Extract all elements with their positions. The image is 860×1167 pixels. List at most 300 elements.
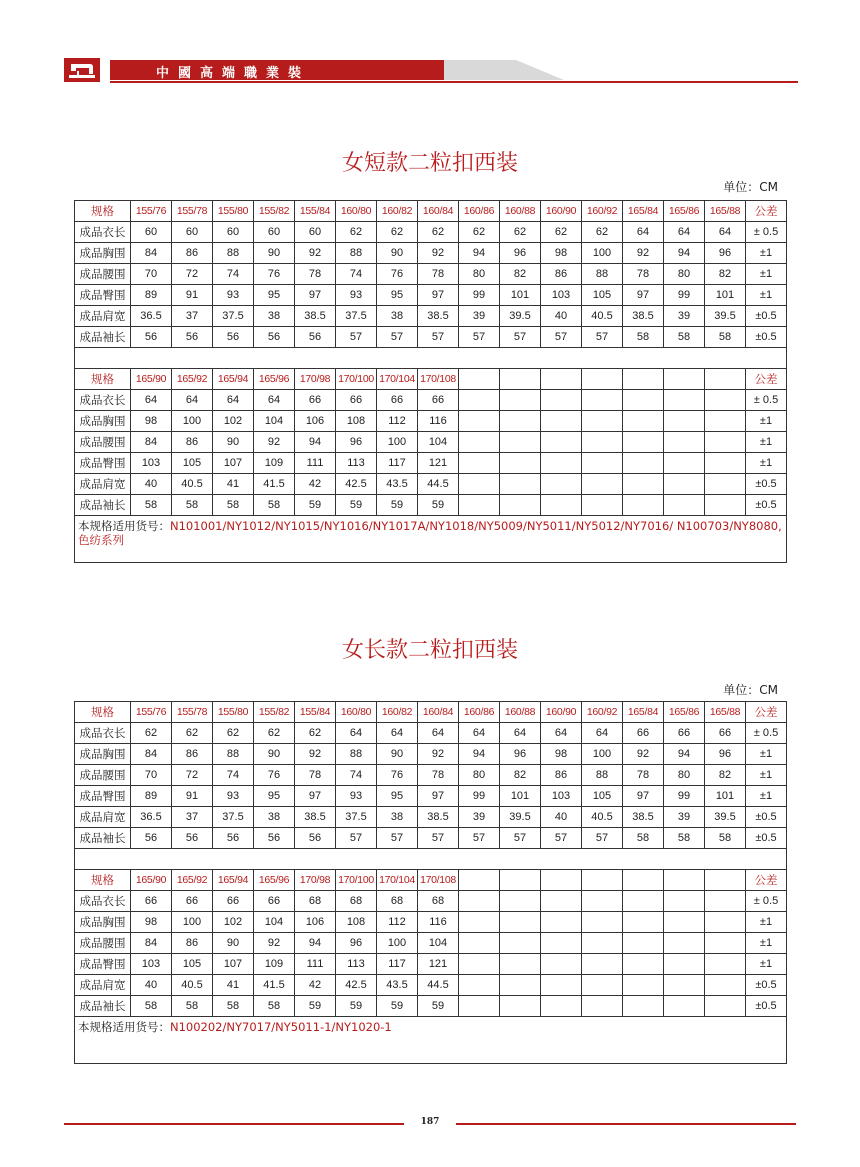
measure-value: 92 bbox=[295, 243, 336, 264]
measure-value: 74 bbox=[336, 765, 377, 786]
measure-value: 86 bbox=[541, 264, 582, 285]
measure-value: 64 bbox=[418, 723, 459, 744]
measure-value: 64 bbox=[623, 222, 664, 243]
measure-value: 97 bbox=[418, 285, 459, 306]
measure-value: 76 bbox=[377, 765, 418, 786]
measure-value: 38.5 bbox=[623, 807, 664, 828]
measure-value bbox=[500, 495, 541, 516]
measure-value: 94 bbox=[664, 243, 705, 264]
measure-value: 93 bbox=[336, 786, 377, 807]
tolerance-value: ±1 bbox=[746, 285, 787, 306]
measure-value: 41.5 bbox=[254, 975, 295, 996]
measure-value: 58 bbox=[254, 996, 295, 1017]
measure-value: 80 bbox=[459, 765, 500, 786]
measure-value: 93 bbox=[213, 786, 254, 807]
measure-value: 57 bbox=[336, 828, 377, 849]
measure-value bbox=[541, 495, 582, 516]
size-header-cell bbox=[623, 369, 664, 390]
measure-value: 56 bbox=[254, 828, 295, 849]
measure-value bbox=[500, 933, 541, 954]
table-row bbox=[75, 453, 787, 474]
measure-value: 40.5 bbox=[582, 306, 623, 327]
measure-value: 88 bbox=[582, 765, 623, 786]
measure-value: 78 bbox=[418, 264, 459, 285]
measure-value: 42 bbox=[295, 474, 336, 495]
measure-value: 39 bbox=[664, 306, 705, 327]
measure-value: 95 bbox=[377, 786, 418, 807]
measure-value: 92 bbox=[254, 432, 295, 453]
size-header-cell bbox=[459, 870, 500, 891]
measure-value: 111 bbox=[295, 954, 336, 975]
measure-value: 56 bbox=[295, 828, 336, 849]
size-header-cell: 155/82 bbox=[254, 201, 295, 222]
measure-value: 76 bbox=[254, 264, 295, 285]
brand-logo bbox=[64, 58, 100, 82]
measure-value bbox=[582, 495, 623, 516]
measure-value bbox=[623, 390, 664, 411]
measure-value: 103 bbox=[131, 954, 172, 975]
measure-value bbox=[500, 411, 541, 432]
measure-label: 成品衣长 bbox=[75, 390, 131, 411]
measure-value: 84 bbox=[131, 744, 172, 765]
measure-value: 72 bbox=[172, 765, 213, 786]
spacer-cell bbox=[75, 348, 787, 369]
measure-value bbox=[705, 453, 746, 474]
measure-label: 成品衣长 bbox=[75, 891, 131, 912]
size-header-cell: 155/84 bbox=[295, 201, 336, 222]
measure-value: 90 bbox=[254, 243, 295, 264]
table-row bbox=[75, 807, 787, 828]
size-header-cell: 165/86 bbox=[664, 702, 705, 723]
measure-value: 41.5 bbox=[254, 474, 295, 495]
measure-label: 成品胸围 bbox=[75, 912, 131, 933]
measure-value: 56 bbox=[213, 828, 254, 849]
measure-value bbox=[664, 495, 705, 516]
measure-value: 39.5 bbox=[705, 306, 746, 327]
measure-value: 92 bbox=[295, 744, 336, 765]
measure-value: 101 bbox=[705, 285, 746, 306]
measure-value: 37.5 bbox=[336, 306, 377, 327]
measure-value: 95 bbox=[377, 285, 418, 306]
tolerance-value: ±1 bbox=[746, 453, 787, 474]
measure-value: 99 bbox=[459, 786, 500, 807]
table-row bbox=[75, 786, 787, 807]
measure-value: 89 bbox=[131, 285, 172, 306]
table-row bbox=[75, 912, 787, 933]
size-header-cell: 160/90 bbox=[541, 201, 582, 222]
measure-value: 37 bbox=[172, 306, 213, 327]
measure-value bbox=[500, 954, 541, 975]
measure-value: 62 bbox=[418, 222, 459, 243]
measure-value: 66 bbox=[131, 891, 172, 912]
measure-value: 66 bbox=[377, 390, 418, 411]
measure-value bbox=[582, 390, 623, 411]
measure-value bbox=[623, 474, 664, 495]
measure-value: 57 bbox=[541, 327, 582, 348]
table-row bbox=[75, 891, 787, 912]
measure-value: 57 bbox=[459, 327, 500, 348]
measure-value: 62 bbox=[213, 723, 254, 744]
measure-value: 102 bbox=[213, 411, 254, 432]
header-band-accent bbox=[444, 60, 564, 80]
table-row bbox=[75, 954, 787, 975]
spec-header-label: 规格 bbox=[75, 369, 131, 390]
size-header-cell: 155/76 bbox=[131, 201, 172, 222]
measure-label: 成品腰围 bbox=[75, 765, 131, 786]
measure-value: 92 bbox=[623, 744, 664, 765]
measure-label: 成品臀围 bbox=[75, 285, 131, 306]
measure-value: 59 bbox=[377, 996, 418, 1017]
measure-value: 90 bbox=[213, 432, 254, 453]
measure-value bbox=[500, 975, 541, 996]
measure-value: 96 bbox=[336, 432, 377, 453]
size-header-cell: 160/82 bbox=[377, 702, 418, 723]
measure-value: 106 bbox=[295, 411, 336, 432]
note-prefix: 本规格适用货号： bbox=[78, 1022, 170, 1034]
measure-value: 60 bbox=[172, 222, 213, 243]
measure-value: 64 bbox=[541, 723, 582, 744]
measure-label: 成品肩宽 bbox=[75, 474, 131, 495]
measure-value: 80 bbox=[459, 264, 500, 285]
measure-value bbox=[664, 411, 705, 432]
item-codes: N100202/NY7017/NY5011-1/NY1020-1 bbox=[170, 1020, 392, 1034]
measure-value: 88 bbox=[336, 744, 377, 765]
measure-value: 68 bbox=[377, 891, 418, 912]
size-header-cell bbox=[705, 870, 746, 891]
measure-value bbox=[582, 912, 623, 933]
measure-value: 39.5 bbox=[500, 306, 541, 327]
measure-value: 56 bbox=[172, 327, 213, 348]
page-header bbox=[64, 58, 798, 82]
tolerance-header: 公差 bbox=[746, 702, 787, 723]
table-row bbox=[75, 474, 787, 495]
tolerance-value: ±0.5 bbox=[746, 996, 787, 1017]
measure-value: 78 bbox=[295, 765, 336, 786]
measure-value bbox=[541, 996, 582, 1017]
tolerance-value: ± 0.5 bbox=[746, 390, 787, 411]
measure-value: 57 bbox=[582, 327, 623, 348]
measure-value: 86 bbox=[172, 243, 213, 264]
measure-value: 39.5 bbox=[705, 807, 746, 828]
measure-value: 62 bbox=[582, 222, 623, 243]
measure-value: 82 bbox=[500, 765, 541, 786]
measure-value: 38.5 bbox=[623, 306, 664, 327]
measure-value: 39 bbox=[664, 807, 705, 828]
measure-value: 38 bbox=[254, 306, 295, 327]
measure-value bbox=[500, 453, 541, 474]
measure-value: 38.5 bbox=[418, 306, 459, 327]
tolerance-header: 公差 bbox=[746, 870, 787, 891]
size-header-cell bbox=[500, 369, 541, 390]
measure-value: 64 bbox=[172, 390, 213, 411]
measure-value bbox=[459, 975, 500, 996]
measure-value: 40 bbox=[541, 306, 582, 327]
measure-value: 96 bbox=[705, 744, 746, 765]
measure-value bbox=[500, 891, 541, 912]
size-header-cell: 155/78 bbox=[172, 201, 213, 222]
measure-value: 42 bbox=[295, 975, 336, 996]
measure-value: 68 bbox=[295, 891, 336, 912]
measure-label: 成品胸围 bbox=[75, 411, 131, 432]
measure-value: 74 bbox=[336, 264, 377, 285]
measure-value: 58 bbox=[213, 495, 254, 516]
measure-value bbox=[664, 432, 705, 453]
size-header-cell: 165/92 bbox=[172, 870, 213, 891]
size-header-cell: 160/84 bbox=[418, 201, 459, 222]
measure-label: 成品衣长 bbox=[75, 222, 131, 243]
measure-label: 成品袖长 bbox=[75, 327, 131, 348]
measure-value: 64 bbox=[582, 723, 623, 744]
measure-value: 58 bbox=[131, 495, 172, 516]
measure-value: 58 bbox=[664, 327, 705, 348]
tolerance-value: ±1 bbox=[746, 933, 787, 954]
measure-value: 116 bbox=[418, 411, 459, 432]
measure-value: 59 bbox=[418, 495, 459, 516]
measure-value: 37.5 bbox=[336, 807, 377, 828]
measure-value: 62 bbox=[295, 723, 336, 744]
page-number: 187 bbox=[420, 1117, 440, 1127]
measure-value: 91 bbox=[172, 285, 213, 306]
measure-value: 64 bbox=[500, 723, 541, 744]
measure-value: 62 bbox=[541, 222, 582, 243]
measure-label: 成品腰围 bbox=[75, 432, 131, 453]
measure-value: 92 bbox=[623, 243, 664, 264]
size-header-cell: 155/84 bbox=[295, 702, 336, 723]
tolerance-value: ±1 bbox=[746, 954, 787, 975]
measure-value: 38.5 bbox=[295, 807, 336, 828]
measure-value: 40.5 bbox=[172, 975, 213, 996]
measure-value: 64 bbox=[131, 390, 172, 411]
measure-value bbox=[664, 954, 705, 975]
measure-value bbox=[500, 432, 541, 453]
spec-header-label: 规格 bbox=[75, 201, 131, 222]
spacer-cell bbox=[75, 849, 787, 870]
measure-value bbox=[500, 390, 541, 411]
size-header-cell: 165/84 bbox=[623, 201, 664, 222]
measure-value: 108 bbox=[336, 912, 377, 933]
size-header-cell: 165/84 bbox=[623, 702, 664, 723]
measure-value: 62 bbox=[336, 222, 377, 243]
tolerance-value: ±0.5 bbox=[746, 306, 787, 327]
measure-value: 94 bbox=[459, 744, 500, 765]
table-row bbox=[75, 432, 787, 453]
measure-value: 62 bbox=[459, 222, 500, 243]
measure-value bbox=[582, 432, 623, 453]
table-row bbox=[75, 933, 787, 954]
measure-value: 56 bbox=[254, 327, 295, 348]
measure-value: 39 bbox=[459, 306, 500, 327]
measure-value: 116 bbox=[418, 912, 459, 933]
tolerance-value: ±1 bbox=[746, 765, 787, 786]
size-header-cell: 165/92 bbox=[172, 369, 213, 390]
measure-value: 58 bbox=[172, 495, 213, 516]
measure-value bbox=[459, 912, 500, 933]
measure-value bbox=[664, 912, 705, 933]
measure-value bbox=[459, 933, 500, 954]
measure-value bbox=[623, 891, 664, 912]
measure-value bbox=[705, 474, 746, 495]
measure-value: 42.5 bbox=[336, 975, 377, 996]
measure-value bbox=[582, 954, 623, 975]
measure-value: 93 bbox=[336, 285, 377, 306]
measure-value: 78 bbox=[295, 264, 336, 285]
measure-value: 97 bbox=[418, 786, 459, 807]
tolerance-header: 公差 bbox=[746, 369, 787, 390]
measure-value bbox=[705, 975, 746, 996]
measure-label: 成品肩宽 bbox=[75, 807, 131, 828]
size-header-cell: 155/76 bbox=[131, 702, 172, 723]
measure-value: 101 bbox=[705, 786, 746, 807]
tolerance-value: ±0.5 bbox=[746, 327, 787, 348]
measure-value: 60 bbox=[254, 222, 295, 243]
footer-rule-right bbox=[456, 1123, 796, 1125]
measure-value: 88 bbox=[213, 243, 254, 264]
table-row bbox=[75, 723, 787, 744]
measure-value: 64 bbox=[377, 723, 418, 744]
measure-value: 101 bbox=[500, 285, 541, 306]
measure-value: 68 bbox=[336, 891, 377, 912]
size-header-cell: 170/108 bbox=[418, 369, 459, 390]
measure-value: 90 bbox=[377, 243, 418, 264]
header-title: 中國高端職業裝 bbox=[156, 66, 311, 81]
measure-value: 100 bbox=[582, 744, 623, 765]
section-title: 女短款二粒扣西装 bbox=[341, 151, 518, 176]
size-header-cell: 165/94 bbox=[213, 870, 254, 891]
size-header-cell: 165/94 bbox=[213, 369, 254, 390]
measure-value: 57 bbox=[582, 828, 623, 849]
measure-value: 57 bbox=[377, 828, 418, 849]
measure-value: 62 bbox=[500, 222, 541, 243]
measure-value: 105 bbox=[172, 954, 213, 975]
measure-value bbox=[623, 495, 664, 516]
measure-value: 96 bbox=[500, 243, 541, 264]
measure-value: 56 bbox=[213, 327, 254, 348]
measure-value: 59 bbox=[377, 495, 418, 516]
size-header-cell: 170/98 bbox=[295, 870, 336, 891]
measure-value bbox=[623, 912, 664, 933]
measure-value: 72 bbox=[172, 264, 213, 285]
measure-value: 59 bbox=[336, 495, 377, 516]
table-row bbox=[75, 222, 787, 243]
measure-value: 78 bbox=[623, 765, 664, 786]
unit-label: 单位：CM bbox=[723, 683, 778, 697]
measure-label: 成品袖长 bbox=[75, 495, 131, 516]
measure-value: 62 bbox=[172, 723, 213, 744]
measure-value: 58 bbox=[623, 327, 664, 348]
measure-value bbox=[623, 411, 664, 432]
size-header-cell: 160/88 bbox=[500, 201, 541, 222]
measure-value: 36.5 bbox=[131, 306, 172, 327]
measure-value: 58 bbox=[254, 495, 295, 516]
measure-value: 100 bbox=[172, 912, 213, 933]
measure-value: 92 bbox=[254, 933, 295, 954]
measure-value bbox=[582, 975, 623, 996]
measure-value: 58 bbox=[213, 996, 254, 1017]
size-header-row bbox=[75, 369, 787, 390]
size-header-cell: 155/82 bbox=[254, 702, 295, 723]
tolerance-value: ± 0.5 bbox=[746, 222, 787, 243]
measure-label: 成品袖长 bbox=[75, 828, 131, 849]
measure-value: 96 bbox=[500, 744, 541, 765]
measure-value bbox=[541, 975, 582, 996]
measure-value: 100 bbox=[377, 933, 418, 954]
measure-value: 100 bbox=[582, 243, 623, 264]
measure-value bbox=[582, 411, 623, 432]
applicable-items-note bbox=[75, 516, 787, 563]
measure-value: 42.5 bbox=[336, 474, 377, 495]
size-header-cell: 170/104 bbox=[377, 870, 418, 891]
measure-value: 106 bbox=[295, 912, 336, 933]
measure-label: 成品腰围 bbox=[75, 264, 131, 285]
measure-value: 66 bbox=[623, 723, 664, 744]
measure-value: 84 bbox=[131, 933, 172, 954]
measure-value bbox=[582, 933, 623, 954]
measure-value: 62 bbox=[131, 723, 172, 744]
measure-value: 109 bbox=[254, 453, 295, 474]
measure-value: 107 bbox=[213, 453, 254, 474]
measure-value bbox=[541, 891, 582, 912]
measure-value: 57 bbox=[500, 327, 541, 348]
size-header-row bbox=[75, 702, 787, 723]
measure-value: 98 bbox=[541, 243, 582, 264]
measure-value bbox=[664, 453, 705, 474]
measure-value: 44.5 bbox=[418, 975, 459, 996]
measure-value: 97 bbox=[623, 786, 664, 807]
measure-label: 成品胸围 bbox=[75, 243, 131, 264]
note-prefix: 本规格适用货号： bbox=[78, 521, 170, 533]
size-header-cell: 165/88 bbox=[705, 201, 746, 222]
measure-value bbox=[623, 975, 664, 996]
measure-value: 64 bbox=[705, 222, 746, 243]
measure-label: 成品臀围 bbox=[75, 786, 131, 807]
measure-label: 成品衣长 bbox=[75, 723, 131, 744]
measure-value: 93 bbox=[213, 285, 254, 306]
tolerance-value: ±1 bbox=[746, 243, 787, 264]
size-header-cell: 165/86 bbox=[664, 201, 705, 222]
measure-value: 100 bbox=[377, 432, 418, 453]
measure-value: 59 bbox=[295, 996, 336, 1017]
measure-value: 62 bbox=[254, 723, 295, 744]
measure-label: 成品胸围 bbox=[75, 744, 131, 765]
measure-value: 64 bbox=[459, 723, 500, 744]
measure-value: 82 bbox=[500, 264, 541, 285]
measure-value bbox=[459, 432, 500, 453]
size-header-cell: 165/90 bbox=[131, 870, 172, 891]
measure-value: 39.5 bbox=[500, 807, 541, 828]
measure-label: 成品肩宽 bbox=[75, 306, 131, 327]
measure-value bbox=[623, 432, 664, 453]
measure-value: 94 bbox=[459, 243, 500, 264]
measure-value: 96 bbox=[705, 243, 746, 264]
measure-value: 66 bbox=[336, 390, 377, 411]
measure-value bbox=[459, 390, 500, 411]
table-row bbox=[75, 327, 787, 348]
measure-value: 39 bbox=[459, 807, 500, 828]
measure-value: 43.5 bbox=[377, 474, 418, 495]
measure-value bbox=[459, 495, 500, 516]
measure-value bbox=[705, 996, 746, 1017]
measure-value: 117 bbox=[377, 954, 418, 975]
measure-value: 38 bbox=[254, 807, 295, 828]
measure-value: 103 bbox=[541, 285, 582, 306]
measure-value: 38.5 bbox=[295, 306, 336, 327]
measure-value bbox=[664, 933, 705, 954]
measure-value bbox=[705, 432, 746, 453]
measure-value bbox=[664, 474, 705, 495]
size-header-cell bbox=[623, 870, 664, 891]
measure-value: 36.5 bbox=[131, 807, 172, 828]
measure-value bbox=[500, 996, 541, 1017]
